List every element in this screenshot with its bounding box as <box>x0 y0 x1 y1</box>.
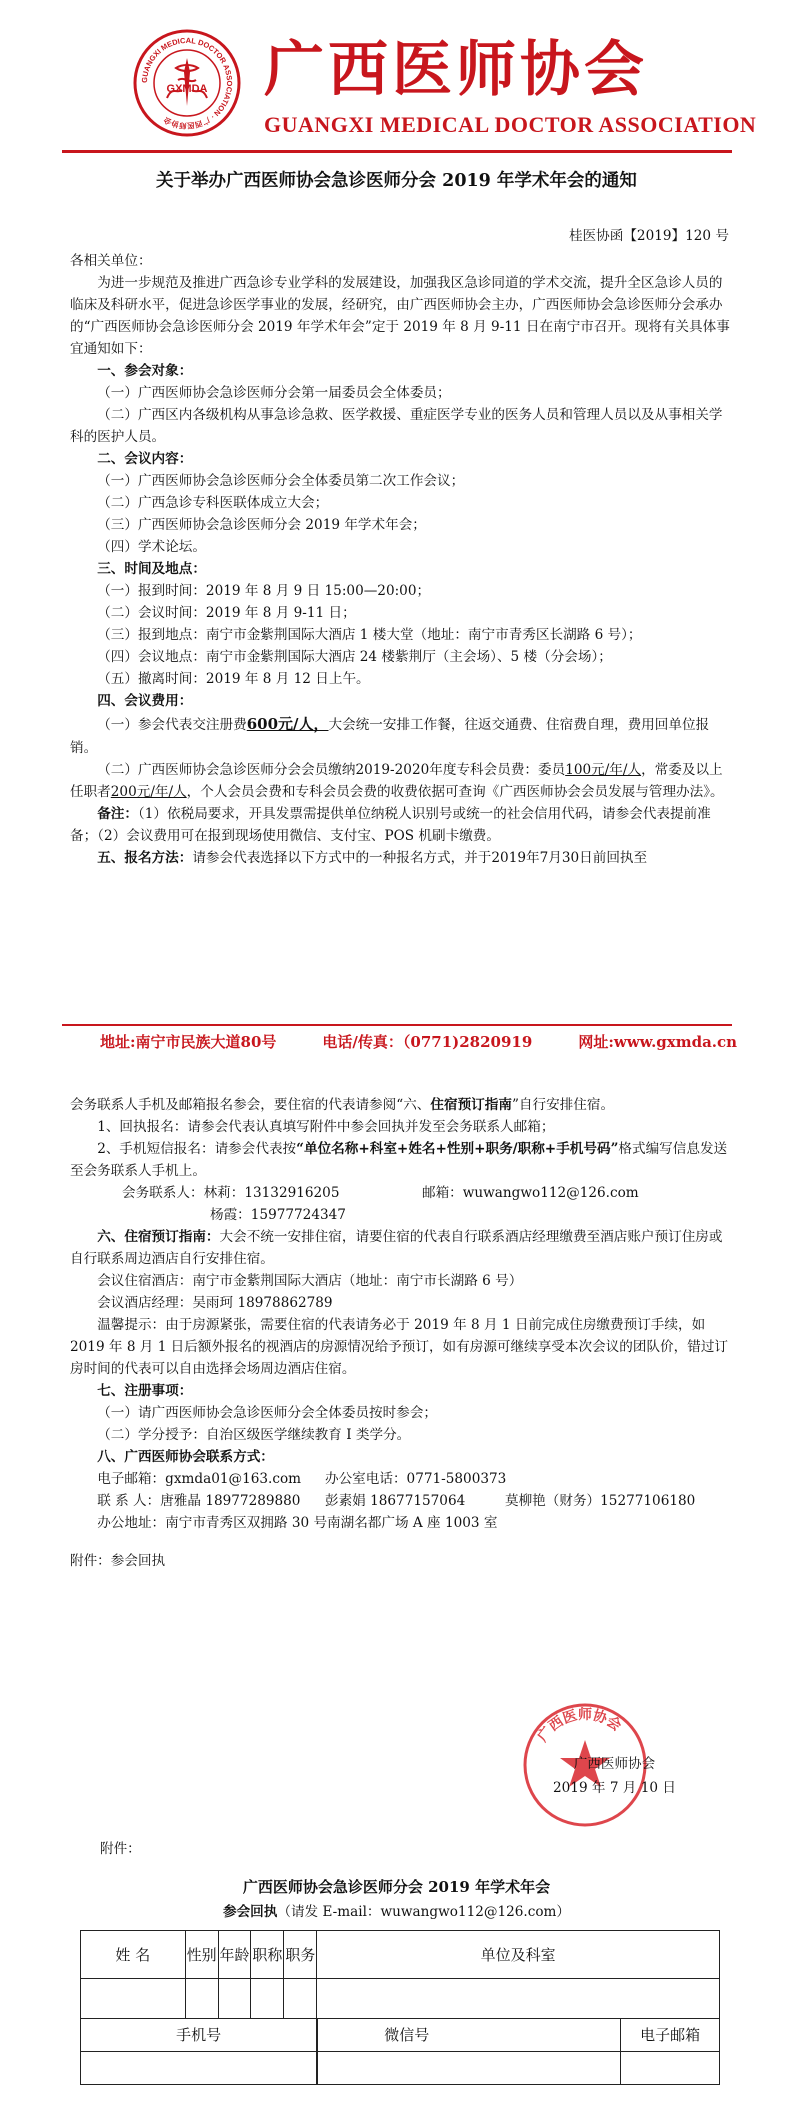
contact-person: 林莉：13132916205 <box>203 1185 340 1202</box>
lodging-hotel: 会议住宿酒店：南宁市金紫荆国际大酒店（地址：南宁市长湖路 6 号） <box>97 1273 523 1290</box>
intro-paragraph: 为进一步规范及推进广西急诊专业学科的发展建设，加强我区急诊同道的学术交流，提升全区急诊人员的临床及科研水平，促进急诊医学事业的发展，经研究，由广西医师协会主办，广西医师协会急诊医师分会承办的“广西医师协会急诊医师分会 2019 年学术年会”定于 2019 年 8 月 9-11 日在南宁市召开。现将有关具体事宜通知如下： <box>70 275 730 358</box>
signing-date: 2019 年 7 月 10 日 <box>553 1779 676 1796</box>
signing-organization: 广西医师协会 <box>573 1756 656 1772</box>
section-2-item: （二）广西急诊专科医联体成立大会； <box>97 495 329 512</box>
signature-block <box>553 1753 676 1801</box>
section-2-item: （一）广西医师协会急诊医师分会全体委员第二次工作会议； <box>97 473 465 490</box>
fee-note <box>70 803 735 847</box>
section-5-intro <box>70 847 735 869</box>
form-input-cell[interactable] <box>81 1979 186 2019</box>
section-5-text: 请参会代表选择以下方式中的一种报名方式，并于2019年7月30日前回执至 <box>192 849 648 866</box>
contact-person: 杨霞：15977724347 <box>210 1207 346 1224</box>
form-subtitle-bold: 参会回执 <box>222 1904 278 1920</box>
section-5-heading: 五、报名方法： <box>97 849 193 866</box>
form-input-cell[interactable] <box>251 1979 284 2019</box>
form-input-cell[interactable] <box>185 1979 218 2019</box>
contacts-label: 联 系 人： <box>97 1493 161 1510</box>
fee-text: （二）广西医师协会急诊医师分会会员缴纳2019-2020年度专科会员费：委员 <box>97 761 566 778</box>
letterhead-footer <box>100 1030 738 1054</box>
lodging-guide <box>70 1226 735 1270</box>
notice-body-part2 <box>70 1094 735 1572</box>
method-text: 格式编写信息发送至会务联系人手机上。 <box>70 1141 728 1180</box>
sms-format: “单位名称+科室+姓名+性别+职务/职称+手机号码” <box>296 1141 619 1158</box>
association-contact: 莫柳艳（财务）15277106180 <box>505 1493 696 1510</box>
header-cell-wechat: 微信号 <box>317 2019 495 2051</box>
form-title: 广西医师协会急诊医师分会 2019 年学术年会 <box>242 1878 551 1896</box>
fee-text: （一）参会代表交注册费 <box>97 717 247 734</box>
section-1-item: （二）广西区内各级机构从事急诊急救、医学救援、重症医学专业的医务人员和管理人员以及从事相关学科的医护人员。 <box>70 407 723 446</box>
footer-divider <box>62 1024 732 1026</box>
form-input-cell[interactable] <box>284 1979 317 2019</box>
registration-method-1: 1、回执报名：请参会代表认真填写附件中参会回执并发至会务联系人邮箱； <box>97 1119 555 1136</box>
footer-address: 地址:南宁市民族大道80号 <box>100 1033 277 1051</box>
section-4-heading: 四、会议费用： <box>97 693 193 710</box>
note-label: 备注： <box>97 805 138 822</box>
section-6-heading: 六、住宿预订指南： <box>97 1229 220 1246</box>
header-divider <box>62 150 732 153</box>
section-6-text: 大会不统一安排住宿，请要住宿的代表自行联系酒店经理缴费至酒店账户预订住房或自行联系周边酒店自行安排住宿。 <box>70 1229 723 1268</box>
section-3-item: （二）会议时间：2019 年 8 月 9-11 日； <box>97 605 356 622</box>
contact-label: 会务联系人： <box>122 1185 204 1202</box>
member-fee: 100元/年/人 <box>565 761 642 778</box>
section-8-heading: 八、广西医师协会联系方式： <box>97 1449 274 1466</box>
section-1-item: （一）广西医师协会急诊医师分会第一届委员会全体委员； <box>97 385 451 402</box>
standing-member-fee: 200元/年/人 <box>110 783 187 800</box>
section-2-heading: 二、会议内容： <box>97 451 193 468</box>
contact-row-2 <box>70 1204 735 1226</box>
contact-email: 邮箱：wuwangwo112@126.com <box>422 1185 639 1202</box>
section-5-text: ”自行安排住宿。 <box>511 1097 615 1113</box>
association-logo-icon <box>132 28 242 138</box>
fee-text: ，个人会员会费和专科会员会费的收费依据可查询《广西医师协会会员发展与管理办法》。 <box>186 783 724 800</box>
logo-abbr: GXMDA <box>166 83 208 95</box>
header-cell-age: 年龄 <box>218 1931 251 1979</box>
registration-fee: 600元/人， <box>246 715 329 734</box>
association-email: 电子邮箱：gxmda01@163.com <box>97 1471 302 1488</box>
header-cell-phone: 手机号 <box>81 2019 317 2052</box>
section-3-item: （四）会议地点：南宁市金紫荆国际大酒店 24 楼紫荆厅（主会场）、5 楼（分会场）； <box>97 649 612 666</box>
form-input-cell[interactable] <box>495 2019 620 2051</box>
form-input-cell[interactable] <box>81 2052 317 2085</box>
notice-body-part1 <box>70 250 735 869</box>
seal-text: 广西医师协会 <box>534 1706 624 1745</box>
fee-paragraph-1 <box>70 712 735 758</box>
association-email-row <box>70 1468 735 1490</box>
section-3-heading: 三、时间及地点： <box>97 561 206 578</box>
header-cell-email: 电子邮箱 <box>620 2019 719 2051</box>
footer-phone: 电话/传真：（0771)2820919 <box>322 1033 533 1051</box>
form-input-cell[interactable] <box>317 1979 720 2019</box>
fee-text: 大会统一安排工作餐，往返交通费、住宿费自理，费用回单位报销。 <box>70 717 710 756</box>
attachment-note: 附件：参会回执 <box>70 1553 166 1570</box>
section-7-item: （二）学分授予：自治区级医学继续教育 I 类学分。 <box>97 1427 411 1444</box>
fee-paragraph-2 <box>70 759 735 803</box>
lodging-tip: 温馨提示：由于房源紧张，需要住宿的代表请务必于 2019 年 8 月 1 日前完成住房缴费预订手续，如 2019 年 8 月 1 日后额外报名的视酒店的房源情况给予预订，如有房源可继续享受本次会议的团队价，错过订房时间的代表可以自由选择会场周边酒店住宿。 <box>70 1317 729 1378</box>
attachment-label: 附件： <box>100 1841 141 1857</box>
section-3-item: （一）报到时间：2019 年 8 月 9 日 15:00—20:00； <box>97 583 431 600</box>
section-5-text: 会务联系人手机及邮箱报名参会，要住宿的代表请参阅“六、 <box>70 1097 431 1113</box>
footer-website: 网址:www.gxmda.cn <box>578 1033 738 1051</box>
fee-text: ，常委及以上任职者 <box>70 761 723 800</box>
header-cell-gender: 性别 <box>185 1931 218 1979</box>
form-input-cell[interactable] <box>317 2052 495 2084</box>
note-text: （1）依税局要求，开具发票需提供单位纳税人识别号或统一的社会信用代码，请参会代表提前准备；（2）会议费用可在报到现场使用微信、支付宝、POS 机刷卡缴费。 <box>70 805 711 844</box>
registration-form-table <box>80 1930 720 2085</box>
header-cell-title: 职称 <box>251 1931 284 1979</box>
section-5-text: 住宿预订指南 <box>430 1097 512 1113</box>
form-subtitle <box>0 1901 793 1923</box>
form-input-cell[interactable] <box>620 2052 719 2084</box>
section-3-item: （三）报到地点：南宁市金紫荆国际大酒店 1 楼大堂（地址：南宁市青秀区长湖路 6 号）； <box>97 627 642 644</box>
section-2-item: （三）广西医师协会急诊医师分会 2019 年学术年会； <box>97 517 426 534</box>
header-cell-wechat-email <box>317 2019 720 2052</box>
letterhead <box>0 0 793 150</box>
header-cell-name: 姓 名 <box>81 1931 186 1979</box>
section-1-heading: 一、参会对象： <box>97 363 193 380</box>
registration-method-2 <box>70 1138 735 1182</box>
salutation: 各相关单位： <box>70 253 152 269</box>
section-5-continued <box>70 1094 735 1116</box>
contact-row-1 <box>70 1182 735 1204</box>
association-contact: 彭素娟 18677157064 <box>325 1493 466 1510</box>
office-address: 办公地址：南宁市青秀区双拥路 30 号南湖名都广场 A 座 1003 室 <box>97 1515 498 1532</box>
form-input-cell[interactable] <box>495 2052 620 2084</box>
logo-ring-text: GUANGXI MEDICAL DOCTOR ASSOCIATION · 广西医师协会 <box>139 35 235 131</box>
section-7-item: （一）请广西医师协会急诊医师分会全体委员按时参会； <box>97 1405 438 1422</box>
org-subtitle: GUANGXI MEDICAL DOCTOR ASSOCIATION <box>264 112 757 137</box>
office-phone: 办公室电话：0771-5800373 <box>325 1471 507 1488</box>
org-title: 广西医师协会 <box>264 35 648 105</box>
document-title: 关于举办广西医师协会急诊医师分会 2019 年学术年会的通知 <box>156 171 637 191</box>
header-cell-unit: 单位及科室 <box>317 1931 720 1979</box>
section-7-heading: 七、注册事项： <box>97 1383 193 1400</box>
association-contact: 唐雅晶 18977289880 <box>160 1493 301 1510</box>
association-contacts-row <box>70 1490 735 1512</box>
section-3-item: （五）撤离时间：2019 年 8 月 12 日上午。 <box>97 671 370 688</box>
document-number: 桂医协函【2019】120 号 <box>568 228 729 244</box>
form-input-cell[interactable] <box>218 1979 251 2019</box>
form-input-row <box>317 2052 720 2085</box>
method-text: 2、手机短信报名：请参会代表按 <box>97 1141 297 1158</box>
section-2-item: （四）学术论坛。 <box>97 539 206 556</box>
lodging-manager: 会议酒店经理：吴雨珂 18978862789 <box>97 1295 333 1312</box>
form-email-note: （请发 E-mail：wuwangwo112@126.com） <box>277 1904 571 1920</box>
header-cell-post: 职务 <box>284 1931 317 1979</box>
